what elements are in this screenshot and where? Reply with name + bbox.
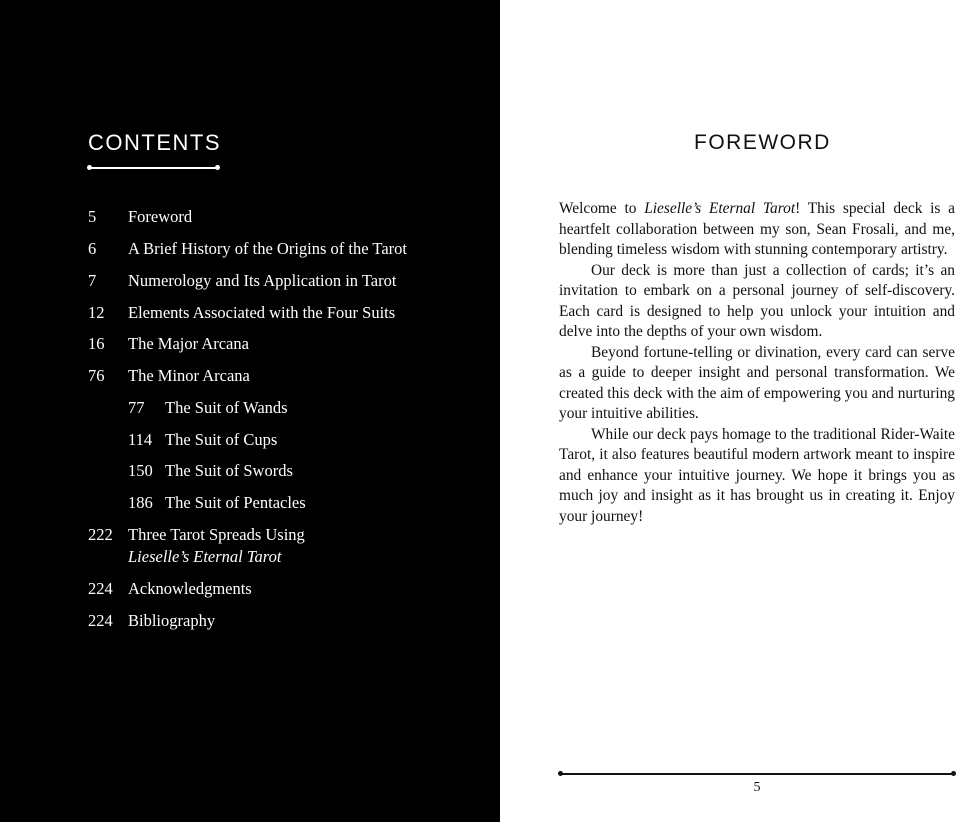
toc-entry-title-line2: Lieselle’s Eternal Tarot [128,547,282,566]
toc-entry-title: A Brief History of the Origins of the Tarot [128,239,407,258]
toc-page-number: 77 [128,398,145,417]
foreword-paragraph [559,199,955,261]
contents-title: CONTENTS [88,130,221,155]
foreword-paragraph: Beyond fortune-telling or divination, every card can serve as a guide to deeper insight and personal transformation. We created this deck with the aim of empowering you and nurturing your intuitive abilities. [559,343,955,422]
paragraph-text: ! This special deck is a heartfelt collaboration between my son, Sean Frosali, and me, blending timeless wisdom with stunning contemporary artistry. [559,200,955,258]
toc-entry-title: Acknowledgments [128,579,252,598]
toc-entry-title: Bibliography [128,611,216,630]
toc-entry-title: The Suit of Wands [165,398,288,417]
toc-entry-title: Numerology and Its Application in Tarot [128,271,397,290]
foreword-body [559,199,955,527]
toc-page-number: 7 [88,271,97,290]
toc-page-number: 114 [128,430,153,449]
toc-page-number: 76 [88,366,105,385]
toc-page-number: 16 [88,334,105,353]
toc-entry-title: Foreword [128,207,193,226]
foreword-paragraph: While our deck pays homage to the traditional Rider-Waite Tarot, it also features beautiful modern artwork meant to inspire and enhance your intuitive journey. We hope it brings you as much joy and insight as it has brought us in creating it. Enjoy your journey! [559,425,955,525]
toc-page-number: 6 [88,239,97,258]
foreword-paragraph: Our deck is more than just a collection of cards; it’s an invitation to embark on a personal journey of self-discovery. Each card is designed to help you unlock your intuition and delve into the depths of your own wisdom. [559,261,955,340]
toc-entry-title: The Minor Arcana [128,366,250,385]
toc-entry-title: The Suit of Cups [165,430,278,449]
foreword-title: FOREWORD [694,131,831,154]
book-title-italic: Lieselle’s Eternal Tarot [644,200,796,217]
toc-page-number: 224 [88,611,113,630]
title-underline-ornament [89,167,218,169]
toc-entry-title: Elements Associated with the Four Suits [128,303,396,322]
toc-entry-title: The Major Arcana [128,334,249,353]
toc-entry-title: The Suit of Pentacles [165,493,306,512]
toc-page-number: 222 [88,525,113,544]
toc-page-number: 5 [88,207,97,226]
paragraph-text: Welcome to [559,200,645,217]
toc-page-number: 186 [128,493,153,512]
toc-page-number: 224 [88,579,113,598]
toc-entry-title: The Suit of Swords [165,461,293,480]
toc-entry-title: Three Tarot Spreads Using [128,525,305,544]
toc-page-number: 150 [128,461,153,480]
toc-page-number: 12 [88,303,105,322]
footer-rule-ornament [560,773,954,775]
foreword-page [500,0,957,822]
page-number: 5 [753,780,761,795]
